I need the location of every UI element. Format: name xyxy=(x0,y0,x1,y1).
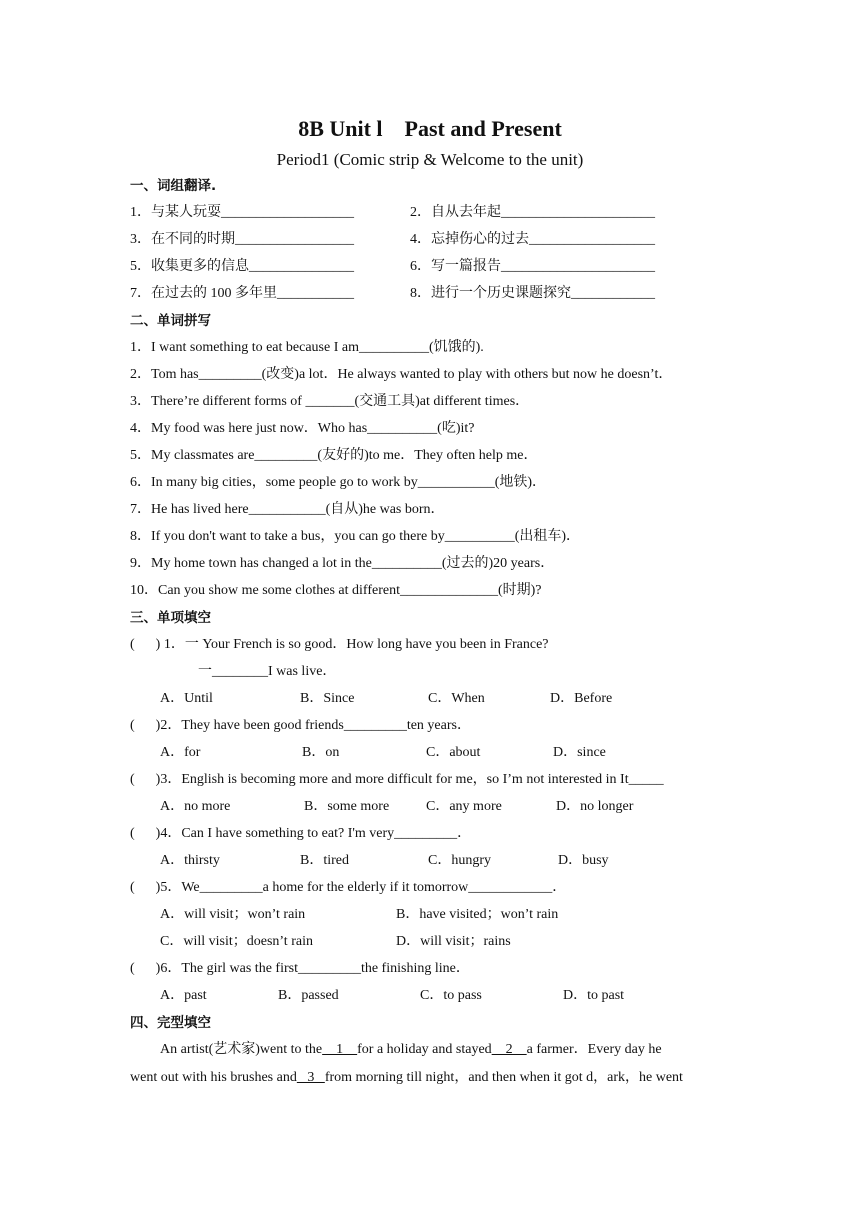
spelling-item: 1．I want something to eat because I am__________(饥饿的). xyxy=(130,340,484,355)
option: D．to past xyxy=(563,988,625,1003)
phrase-item: 2．自从去年起______________________ xyxy=(410,205,655,220)
section-4-heading: 四、完型填空 xyxy=(130,1015,211,1031)
section-1-heading: 一、词组翻译. xyxy=(130,178,217,194)
option: C．hungry xyxy=(428,853,491,868)
spelling-item: 8．If you don't want to take a bus，you can go there by__________(出租车)． xyxy=(130,529,581,544)
page-subtitle: Period1 (Comic strip & Welcome to the unit) xyxy=(276,150,584,169)
spelling-item: 9．My home town has changed a lot in the__________(过去的)20 years． xyxy=(130,556,555,571)
option: D．busy xyxy=(558,853,609,868)
question-1-stem-cont: 一________I was live． xyxy=(198,664,337,679)
spelling-item: 5．My classmates are_________(友好的)to me．They often help me． xyxy=(130,448,538,463)
option: C．to pass xyxy=(420,988,482,1003)
option: B．some more xyxy=(304,799,390,814)
phrase-item: 7．在过去的 100 多年里___________ xyxy=(130,286,354,301)
question-2-stem: ( )2．They have been good friends_________ten years． xyxy=(130,718,471,733)
phrase-item: 3．在不同的时期_________________ xyxy=(130,232,354,247)
section-3-heading: 三、单项填空 xyxy=(130,610,211,626)
page-title: 8B Unit l Past and Present xyxy=(298,116,562,141)
section-2-heading: 二、单词拼写 xyxy=(130,313,211,329)
option: A．thirsty xyxy=(160,853,220,868)
option: C．any more xyxy=(426,799,502,814)
option: D．Before xyxy=(550,691,613,706)
question-4-stem: ( )4．Can I have something to eat? I'm very_________． xyxy=(130,826,472,841)
option: B．have visited；won’t rain xyxy=(396,907,559,922)
spelling-item: 4．My food was here just now．Who has__________(吃)it? xyxy=(130,421,475,436)
phrase-item: 6．写一篇报告______________________ xyxy=(410,259,655,274)
question-3-stem: ( )3．English is becoming more and more difficult for me，so I’m not interested in It_____ xyxy=(130,772,664,787)
option: B．on xyxy=(302,745,340,760)
cloze-passage-line-2: went out with his brushes and 3 from morning till night，and then when it got d，ark，he went xyxy=(130,1070,683,1085)
phrase-item: 1．与某人玩耍___________________ xyxy=(130,205,354,220)
spelling-item: 2．Tom has_________(改变)a lot．He always wanted to play with others but now he doesn’t． xyxy=(130,367,673,382)
spelling-item: 3．There’re different forms of _______(交通工具)at different times． xyxy=(130,394,530,409)
option: D．will visit；rains xyxy=(396,934,511,949)
option: B．tired xyxy=(300,853,349,868)
option: A．for xyxy=(160,745,201,760)
cloze-blank-2: 2 xyxy=(491,1042,527,1057)
question-1-stem: ( ) 1．一 Your French is so good．How long have you been in France? xyxy=(130,637,549,652)
phrase-item: 5．收集更多的信息_______________ xyxy=(130,259,354,274)
option: C．will visit；doesn’t rain xyxy=(160,934,313,949)
phrase-item: 4．忘掉伤心的过去__________________ xyxy=(410,232,655,247)
option: D．since xyxy=(553,745,606,760)
option: B．Since xyxy=(300,691,355,706)
option: A．past xyxy=(160,988,207,1003)
option: D．no longer xyxy=(556,799,634,814)
cloze-blank-3: 3 xyxy=(296,1070,325,1085)
phrase-item: 8．进行一个历史课题探究____________ xyxy=(410,286,655,301)
spelling-item: 7．He has lived here___________(自从)he was born． xyxy=(130,502,445,517)
spelling-item: 6．In many big cities，some people go to work by___________(地铁)． xyxy=(130,475,547,490)
cloze-passage-line-1: An artist(艺术家)went to the 1 for a holiday and stayed 2 a farmer．Every day he xyxy=(160,1042,662,1057)
option: A．no more xyxy=(160,799,231,814)
spelling-item: 10．Can you show me some clothes at different______________(时期)? xyxy=(130,583,542,598)
option: A．Until xyxy=(160,691,213,706)
question-5-stem: ( )5．We_________a home for the elderly if it tomorrow____________． xyxy=(130,880,567,895)
option: A．will visit；won’t rain xyxy=(160,907,306,922)
option: B．passed xyxy=(278,988,339,1003)
option: C．When xyxy=(428,691,485,706)
question-6-stem: ( )6．The girl was the first_________the finishing line． xyxy=(130,961,470,976)
option: C．about xyxy=(426,745,481,760)
cloze-blank-1: 1 xyxy=(322,1042,358,1057)
